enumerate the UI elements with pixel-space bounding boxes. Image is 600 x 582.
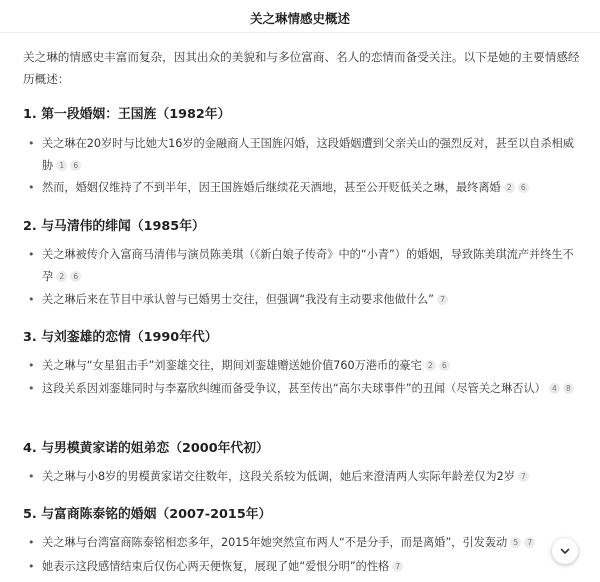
citation-badge[interactable]: 6 xyxy=(70,271,81,282)
citation-badge[interactable]: 5 xyxy=(510,537,521,548)
bullet-marker: • xyxy=(28,293,35,306)
list-item-text: 关之琳被传介入富商马清伟与演员陈美琪（《新白娘子传奇》中的“小青”）的婚姻，导致陈美琪流产并终生不孕 xyxy=(42,248,574,283)
list-item-text: 关之琳与台湾富商陈泰铭相恋多年，2015年她突然宣布两人“不是分手，而是离婚”，引发轰动 xyxy=(42,536,508,549)
bullet-marker: • xyxy=(28,536,35,549)
list-item-text: 她表示这段感情结束后仅伤心两天便恢复，展现了她“爱恨分明”的性格 xyxy=(42,560,390,573)
citation-badge[interactable]: 7 xyxy=(437,294,448,305)
list-item xyxy=(42,133,580,177)
citation-badge[interactable]: 2 xyxy=(56,271,67,282)
citation-badge[interactable]: 7 xyxy=(518,471,529,482)
citation-badge[interactable]: 8 xyxy=(563,383,574,394)
section-heading-2: 2. 与马清伟的绯闻（1985年） xyxy=(23,219,205,234)
scroll-down-button[interactable] xyxy=(552,538,578,564)
bullet-marker: • xyxy=(28,359,35,372)
citation-badge[interactable]: 7 xyxy=(392,561,403,572)
list-item-text: 关之琳与小8岁的男模黄家诺交往数年，这段关系较为低调，她后来澄清两人实际年龄差仅为2岁 xyxy=(42,470,515,483)
list-item-text: 然而，婚姻仅维持了不到半年，因王国旌婚后继续花天酒地，甚至公开贬低关之琳，最终离婚 xyxy=(42,181,501,194)
chevron-down-icon xyxy=(559,545,571,557)
list-item xyxy=(42,466,580,488)
intro-paragraph: 关之琳的情感史丰富而复杂，因其出众的美貌和与多位富商、名人的恋情而备受关注。以下是她的主要情感经历概述： xyxy=(23,50,580,86)
section-heading-4: 4. 与男模黄家诺的姐弟恋（2000年代初） xyxy=(23,441,269,456)
list-item-text: 这段关系因刘銮雄同时与李嘉欣纠缠而备受争议，甚至传出“高尔夫球事件”的丑闻（尽管关之琳否认） xyxy=(42,382,546,395)
list-item-text: 关之琳后来在节目中承认曾与已婚男士交往，但强调“我没有主动要求他做什么” xyxy=(42,293,434,306)
citation-badge[interactable]: 2 xyxy=(504,182,515,193)
bullet-marker: • xyxy=(28,181,35,194)
list-item-text: 关之琳在20岁时与比她大16岁的金融商人王国旌闪婚，这段婚姻遭到父亲关山的强烈反对，甚至以自杀相威胁 xyxy=(42,137,574,172)
section-heading-5: 5. 与富商陈泰铭的婚姻（2007-2015年） xyxy=(23,507,272,522)
section-heading-3: 3. 与刘銮雄的恋情（1990年代） xyxy=(23,330,218,345)
list-item xyxy=(42,532,580,554)
list-item xyxy=(42,378,580,400)
list-item xyxy=(42,355,580,377)
bullet-marker: • xyxy=(28,560,35,573)
section-heading-1: 1. 第一段婚姻：王国旌（1982年） xyxy=(23,107,231,122)
citation-badge[interactable]: 6 xyxy=(518,182,529,193)
bullet-marker: • xyxy=(28,137,35,150)
list-item-text: 关之琳与“女星狙击手”刘銮雄交往，期间刘銮雄赠送她价值760万港币的豪宅 xyxy=(42,359,422,372)
bullet-marker: • xyxy=(28,248,35,261)
citation-badge[interactable]: 6 xyxy=(70,160,81,171)
citation-badge[interactable]: 4 xyxy=(549,383,560,394)
citation-badge[interactable]: 2 xyxy=(425,360,436,371)
list-item xyxy=(42,556,580,578)
bullet-marker: • xyxy=(28,470,35,483)
document-title: 关之琳情感史概述 xyxy=(249,11,350,26)
citation-badge[interactable]: 7 xyxy=(524,537,535,548)
title-divider xyxy=(0,32,600,33)
bullet-marker: • xyxy=(28,382,35,395)
citation-badge[interactable]: 6 xyxy=(439,360,450,371)
list-item xyxy=(42,177,580,199)
list-item xyxy=(42,244,580,288)
citation-badge[interactable]: 1 xyxy=(56,160,67,171)
list-item xyxy=(42,289,580,311)
